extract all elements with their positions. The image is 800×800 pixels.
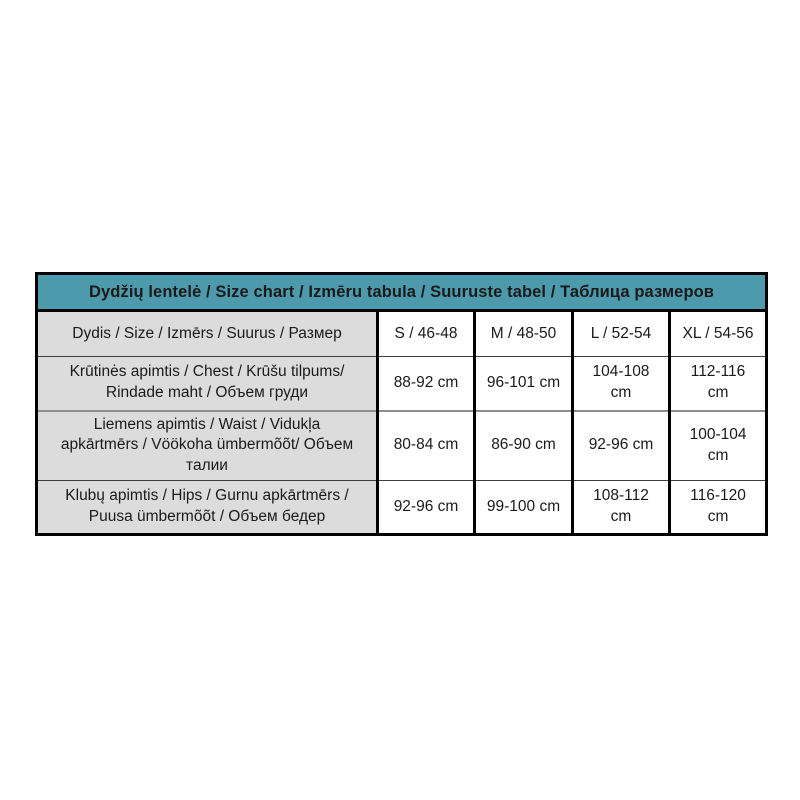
table-row-waist xyxy=(37,411,767,481)
row-label-hips: Klubų apimtis / Hips / Gurnu apkārtmērs / Puusa ümbermõõt / Объем бедер xyxy=(37,481,378,535)
row-label-size: Dydis / Size / Izmērs / Suurus / Размер xyxy=(37,311,378,357)
table-row-hips xyxy=(37,481,767,535)
hips-value-xl: 116-120 cm xyxy=(670,481,767,535)
table-row-size xyxy=(37,311,767,357)
size-col-m: M / 48-50 xyxy=(475,311,573,357)
waist-value-s: 80-84 cm xyxy=(378,411,475,481)
hips-value-s: 92-96 cm xyxy=(378,481,475,535)
table-row-chest xyxy=(37,357,767,411)
chest-value-s: 88-92 cm xyxy=(378,357,475,411)
hips-value-l: 108-112 cm xyxy=(573,481,670,535)
size-chart-table xyxy=(35,272,768,536)
hips-value-m: 99-100 cm xyxy=(475,481,573,535)
size-col-l: L / 52-54 xyxy=(573,311,670,357)
row-label-chest: Krūtinės apimtis / Chest / Krūšu tilpums/ Rindade maht / Объем груди xyxy=(37,357,378,411)
size-chart-title: Dydžių lentelė / Size chart / Izmēru tabula / Suuruste tabel / Таблица размеров xyxy=(37,274,767,311)
waist-value-l: 92-96 cm xyxy=(573,411,670,481)
waist-value-m: 86-90 cm xyxy=(475,411,573,481)
size-col-s: S / 46-48 xyxy=(378,311,475,357)
chest-value-m: 96-101 cm xyxy=(475,357,573,411)
size-col-xl: XL / 54-56 xyxy=(670,311,767,357)
row-label-waist: Liemens apimtis / Waist / Vidukļa apkārtmērs / Vöökoha ümbermõõt/ Объем талии xyxy=(37,411,378,481)
table-header-row xyxy=(37,274,767,311)
waist-value-xl: 100-104 cm xyxy=(670,411,767,481)
chest-value-xl: 112-116 cm xyxy=(670,357,767,411)
chest-value-l: 104-108 cm xyxy=(573,357,670,411)
